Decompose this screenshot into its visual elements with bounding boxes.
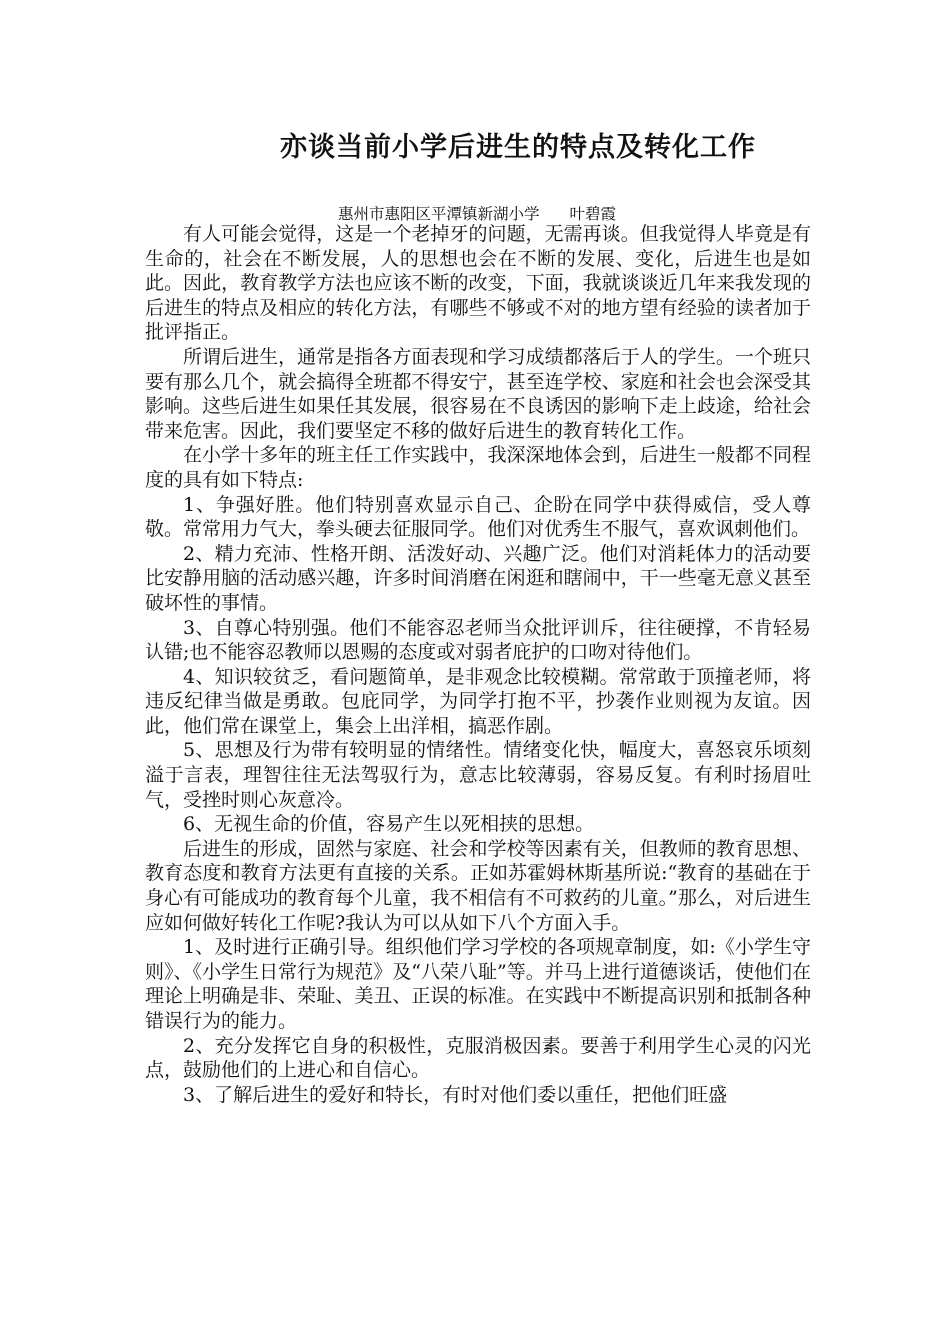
document-title: 亦谈当前小学后进生的特点及转化工作 <box>280 132 756 163</box>
paragraph: 有人可能会觉得，这是一个老掉牙的问题，无需再谈。但我觉得人毕竟是有生命的，社会在不断发展，人的思想也会在不断的发展、变化，后进生也是如此。因此，教育教学方法也应该不断的改变，下面，我就谈谈近几年来我发现的后进生的特点及相应的转化方法，有哪些不够或不对的地方望有经验的读者加于批评指正。 <box>145 223 811 344</box>
author-school: 惠州市惠阳区平潭镇新湖小学 <box>338 205 540 223</box>
author-name: 叶碧霞 <box>569 205 617 223</box>
paragraph: 1、争强好胜。他们特别喜欢显示自己、企盼在同学中获得威信，受人尊敬。常常用力气大，拳头硬去征服同学。他们对优秀生不服气，喜欢讽刺他们。 <box>145 493 811 541</box>
paragraph: 5、思想及行为带有较明显的情绪性。情绪变化快，幅度大，喜怒哀乐顷刻溢于言表，理智往往无法驾驭行为，意志比较薄弱，容易反复。有利时扬眉吐气，受挫时则心灰意冷。 <box>145 739 811 811</box>
paragraph: 2、充分发挥它自身的积极性，克服消极因素。要善于利用学生心灵的闪光点，鼓励他们的上进心和自信心。 <box>145 1034 811 1082</box>
paragraph: 后进生的形成，固然与家庭、社会和学校等因素有关，但教师的教育思想、教育态度和教育方法更有直接的关系。正如苏霍姆林斯基所说:“教育的基础在于身心有可能成功的教育每个儿童，我不相信有不可救药的儿童。”那么，对后进生应如何做好转化工作呢?我认为可以从如下八个方面入手。 <box>145 837 811 934</box>
paragraph: 1、及时进行正确引导。组织他们学习学校的各项规章制度，如:《小学生守则》、《小学生日常行为规范》及“八荣八耻”等。并马上进行道德谈话，使他们在理论上明确是非、荣耻、美丑、正误的标准。在实践中不断提高识别和抵制各种错误行为的能力。 <box>145 936 811 1032</box>
paragraph: 4、知识较贫乏，看问题简单，是非观念比较模糊。常常敢于顶撞老师，将违反纪律当做是勇敢。包庇同学，为同学打抱不平，抄袭作业则视为友谊。因此，他们常在课堂上，集会上出洋相，搞恶作剧。 <box>145 665 811 737</box>
paragraph: 6、无视生命的价值，容易产生以死相挟的思想。 <box>183 813 595 836</box>
paragraph: 所谓后进生，通常是指各方面表现和学习成绩都落后于人的学生。一个班只要有那么几个，就会搞得全班都不得安宁，甚至连学校、家庭和社会也会深受其影响。这些后进生如果任其发展，很容易在不良诱因的影响下走上歧途，给社会带来危害。因此，我们要坚定不移的做好后进生的教育转化工作。 <box>145 345 811 442</box>
paragraph: 2、精力充沛、性格开朗、活泼好动、兴趣广泛。他们对消耗体力的活动要比安静用脑的活动感兴趣，许多时间消磨在闲逛和瞎闹中，干一些毫无意义甚至破坏性的事情。 <box>145 542 811 614</box>
body-text <box>145 222 811 1107</box>
paragraph: 3、自尊心特别强。他们不能容忍老师当众批评训斥，往往硬撑，不肯轻易认错;也不能容忍教师以恩赐的态度或对弱者庇护的口吻对待他们。 <box>145 616 811 664</box>
paragraph: 在小学十多年的班主任工作实践中，我深深地体会到，后进生一般都不同程度的具有如下特点: <box>145 444 811 491</box>
paragraph: 3、了解后进生的爱好和特长，有时对他们委以重任，把他们旺盛 <box>183 1083 728 1106</box>
